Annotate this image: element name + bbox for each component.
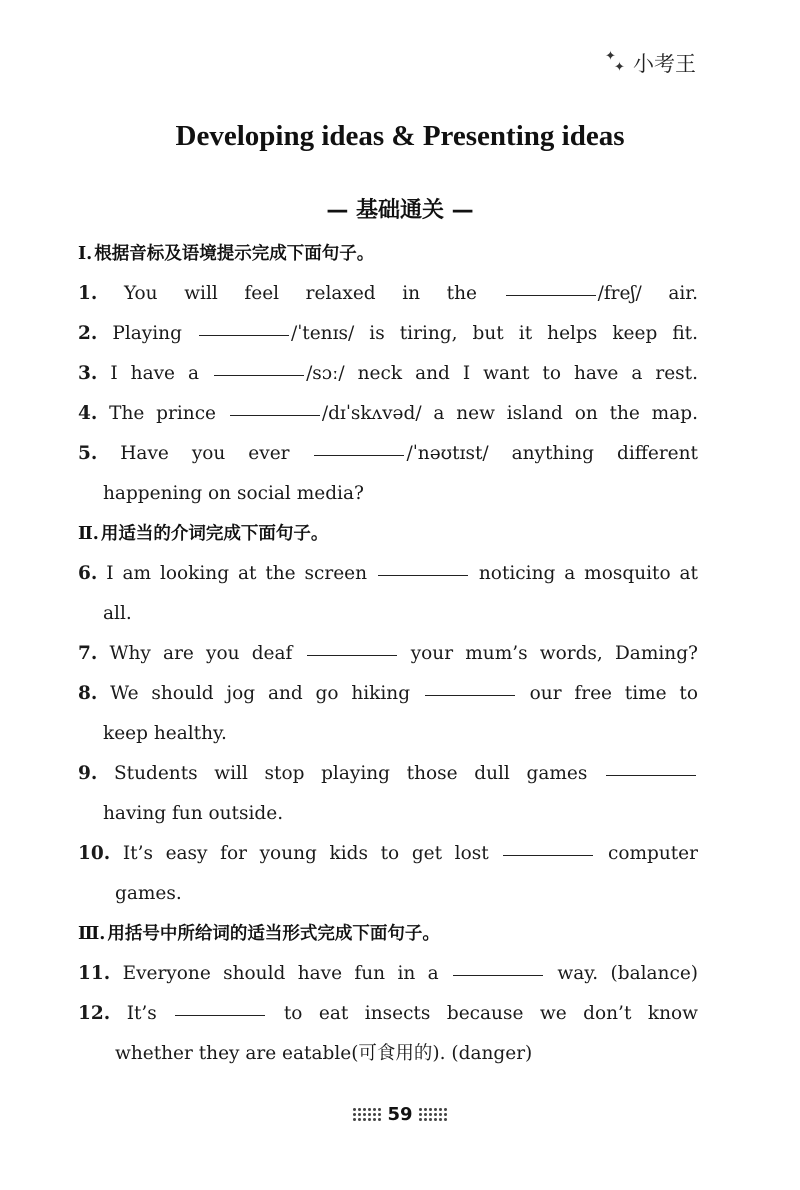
section-banner: — 基础通关 —: [326, 198, 474, 223]
question-12: 12. It’s to eat insects because we don’t know: [78, 1003, 698, 1024]
section-heading: Ⅰ. 根据音标及语境提示完成下面句子。: [78, 244, 375, 264]
section-heading: Ⅱ. 用适当的介词完成下面句子。: [78, 524, 329, 544]
question-6-continuation: all.: [103, 603, 132, 624]
question-1: 1. You will feel relaxed in the /freʃ/ air.: [78, 283, 698, 304]
dots-ornament-icon: [419, 1108, 447, 1121]
question-10-continuation: games.: [115, 883, 182, 904]
question-4: 4. The prince /dɪˈskʌvəd/ a new island on the map.: [78, 403, 698, 424]
dots-ornament-icon: [353, 1108, 381, 1121]
answer-blank[interactable]: [230, 414, 320, 416]
question-7: 7. Why are you deaf your mum’s words, Daming?: [78, 643, 698, 664]
answer-blank[interactable]: [314, 454, 404, 456]
question-3: 3. I have a /sɔː/ neck and I want to have a rest.: [78, 363, 698, 384]
answer-blank[interactable]: [425, 694, 515, 696]
question-8: 8. We should jog and go hiking our free time to: [78, 683, 698, 704]
brand-logo: [605, 48, 696, 78]
page-number: 59: [387, 1104, 413, 1125]
answer-blank[interactable]: [199, 334, 289, 336]
question-10: 10. It’s easy for young kids to get lost computer: [78, 843, 698, 864]
exercise-content: [78, 234, 698, 1074]
answer-blank[interactable]: [606, 774, 696, 776]
answer-blank[interactable]: [378, 574, 468, 576]
sparkle-icon: ✦ ✦: [605, 49, 625, 75]
section-heading: Ⅲ. 用括号中所给词的适当形式完成下面句子。: [78, 924, 440, 944]
question-5-continuation: happening on social media?: [103, 483, 364, 504]
answer-blank[interactable]: [307, 654, 397, 656]
question-6: 6. I am looking at the screen noticing a mosquito at: [78, 563, 698, 584]
answer-blank[interactable]: [214, 374, 304, 376]
question-11: 11. Everyone should have fun in a way. (balance): [78, 963, 698, 984]
page-title: Developing ideas & Presenting ideas: [175, 120, 625, 152]
answer-blank[interactable]: [506, 294, 596, 296]
question-9: 9. Students will stop playing those dull games: [78, 754, 698, 794]
question-5: 5. Have you ever /ˈnəʊtɪst/ anything different: [78, 443, 698, 464]
brand-name: 小考王: [633, 52, 696, 76]
question-8-continuation: keep healthy.: [103, 723, 227, 744]
page-footer: [0, 1104, 800, 1125]
answer-blank[interactable]: [175, 1014, 265, 1016]
question-12-continuation: whether they are eatable(可食用的). (danger): [115, 1043, 533, 1064]
answer-blank[interactable]: [453, 974, 543, 976]
question-2: 2. Playing /ˈtenɪs/ is tiring, but it helps keep fit.: [78, 323, 698, 344]
question-9-continuation: having fun outside.: [103, 803, 284, 824]
answer-blank[interactable]: [503, 854, 593, 856]
